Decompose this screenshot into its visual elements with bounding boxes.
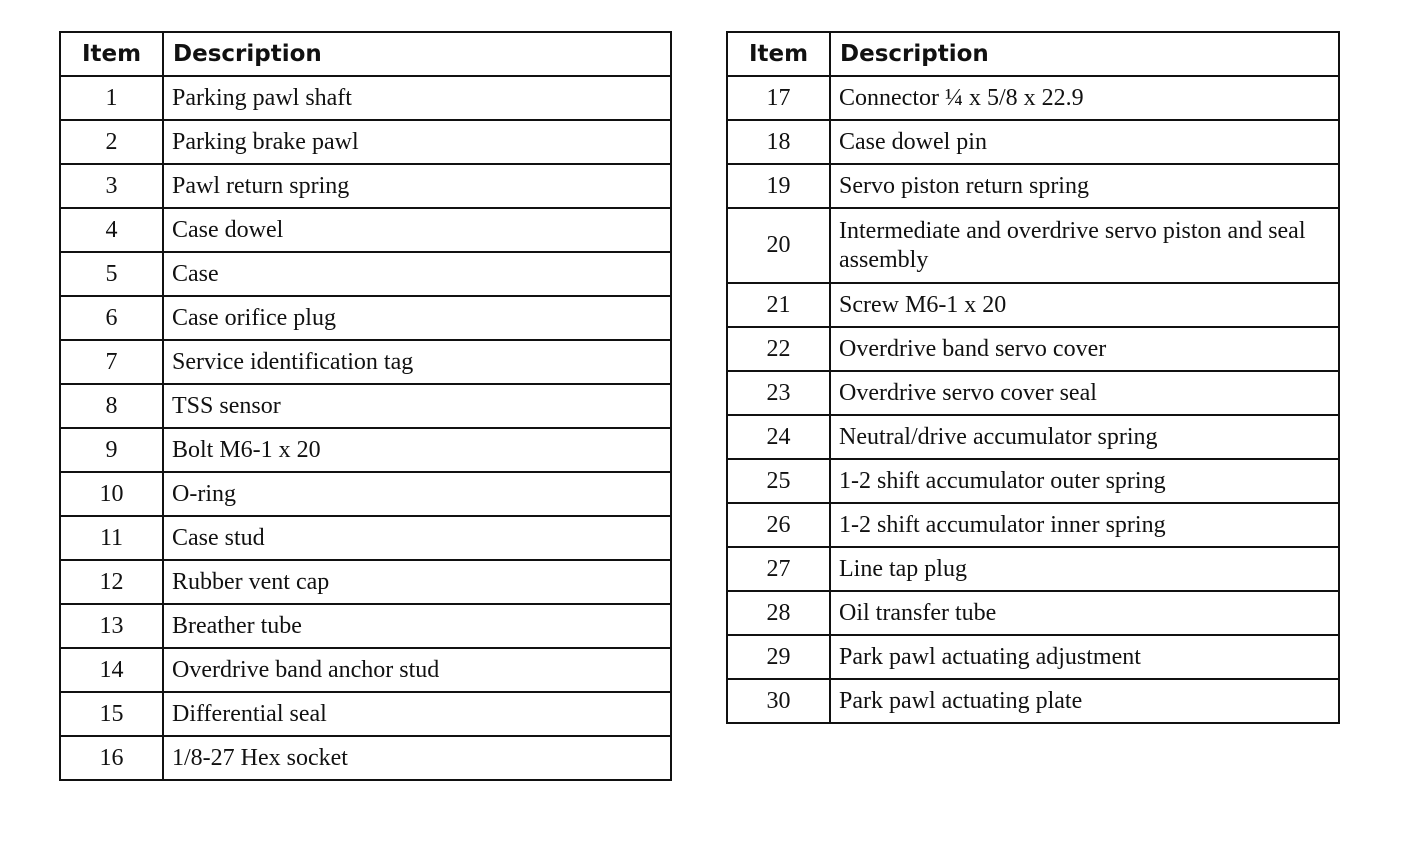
item-description: Bolt M6-1 x 20	[163, 428, 671, 472]
item-description: TSS sensor	[163, 384, 671, 428]
description-column-header: Description	[830, 32, 1339, 76]
item-description: Connector ¼ x 5/8 x 22.9	[830, 76, 1339, 120]
item-description: Rubber vent cap	[163, 560, 671, 604]
item-column-header: Item	[60, 32, 163, 76]
table-row	[727, 283, 1339, 327]
table-row	[60, 736, 671, 780]
table-row	[727, 327, 1339, 371]
table-row	[727, 164, 1339, 208]
item-number: 12	[60, 560, 163, 604]
table-row	[60, 76, 671, 120]
item-description: Case dowel	[163, 208, 671, 252]
item-column-header: Item	[727, 32, 830, 76]
item-description: Parking pawl shaft	[163, 76, 671, 120]
table-row	[60, 120, 671, 164]
item-description: Case orifice plug	[163, 296, 671, 340]
table-row	[60, 648, 671, 692]
item-number: 13	[60, 604, 163, 648]
item-number: 29	[727, 635, 830, 679]
table-row	[60, 164, 671, 208]
item-description: Case stud	[163, 516, 671, 560]
table-row	[727, 503, 1339, 547]
item-number: 26	[727, 503, 830, 547]
item-number: 17	[727, 76, 830, 120]
item-description: 1-2 shift accumulator inner spring	[830, 503, 1339, 547]
description-column-header: Description	[163, 32, 671, 76]
item-number: 18	[727, 120, 830, 164]
item-number: 22	[727, 327, 830, 371]
item-number: 24	[727, 415, 830, 459]
item-description: O-ring	[163, 472, 671, 516]
item-number: 10	[60, 472, 163, 516]
table-row	[60, 604, 671, 648]
item-number: 28	[727, 591, 830, 635]
item-number: 30	[727, 679, 830, 723]
item-number: 23	[727, 371, 830, 415]
item-number: 21	[727, 283, 830, 327]
item-number: 11	[60, 516, 163, 560]
item-number: 20	[727, 208, 830, 283]
table-row	[60, 208, 671, 252]
header-row	[727, 32, 1339, 76]
table-row	[727, 547, 1339, 591]
table-row	[60, 472, 671, 516]
item-number: 9	[60, 428, 163, 472]
item-description: 1/8-27 Hex socket	[163, 736, 671, 780]
table-row	[727, 679, 1339, 723]
item-number: 8	[60, 384, 163, 428]
parts-table-right	[726, 31, 1340, 724]
item-description: Screw M6-1 x 20	[830, 283, 1339, 327]
item-number: 14	[60, 648, 163, 692]
item-description: Case dowel pin	[830, 120, 1339, 164]
item-description: Overdrive servo cover seal	[830, 371, 1339, 415]
item-description: Servo piston return spring	[830, 164, 1339, 208]
item-description: Breather tube	[163, 604, 671, 648]
table-row	[60, 692, 671, 736]
item-number: 16	[60, 736, 163, 780]
table-row	[60, 516, 671, 560]
table-row	[60, 252, 671, 296]
table-row	[727, 76, 1339, 120]
item-description: Parking brake pawl	[163, 120, 671, 164]
table-row	[727, 591, 1339, 635]
item-number: 1	[60, 76, 163, 120]
item-description: Intermediate and overdrive servo piston and seal assembly	[830, 208, 1339, 283]
item-number: 6	[60, 296, 163, 340]
table-row	[727, 459, 1339, 503]
item-number: 19	[727, 164, 830, 208]
item-number: 7	[60, 340, 163, 384]
table-row	[60, 296, 671, 340]
item-description: Case	[163, 252, 671, 296]
item-description: Differential seal	[163, 692, 671, 736]
table-row	[60, 384, 671, 428]
item-description: Park pawl actuating plate	[830, 679, 1339, 723]
table-row	[727, 208, 1339, 283]
item-description: Overdrive band servo cover	[830, 327, 1339, 371]
item-description: Overdrive band anchor stud	[163, 648, 671, 692]
table-row	[727, 120, 1339, 164]
item-number: 15	[60, 692, 163, 736]
item-description: Neutral/drive accumulator spring	[830, 415, 1339, 459]
item-number: 25	[727, 459, 830, 503]
table-row	[727, 635, 1339, 679]
item-number: 27	[727, 547, 830, 591]
table-row	[60, 560, 671, 604]
item-number: 2	[60, 120, 163, 164]
table-row	[727, 415, 1339, 459]
item-description: Line tap plug	[830, 547, 1339, 591]
table-row	[60, 340, 671, 384]
item-description: 1-2 shift accumulator outer spring	[830, 459, 1339, 503]
item-description: Pawl return spring	[163, 164, 671, 208]
item-description: Park pawl actuating adjustment	[830, 635, 1339, 679]
table-row	[727, 371, 1339, 415]
item-number: 3	[60, 164, 163, 208]
header-row	[60, 32, 671, 76]
item-description: Oil transfer tube	[830, 591, 1339, 635]
parts-table-left	[59, 31, 672, 781]
item-number: 5	[60, 252, 163, 296]
item-description: Service identification tag	[163, 340, 671, 384]
item-number: 4	[60, 208, 163, 252]
table-row	[60, 428, 671, 472]
